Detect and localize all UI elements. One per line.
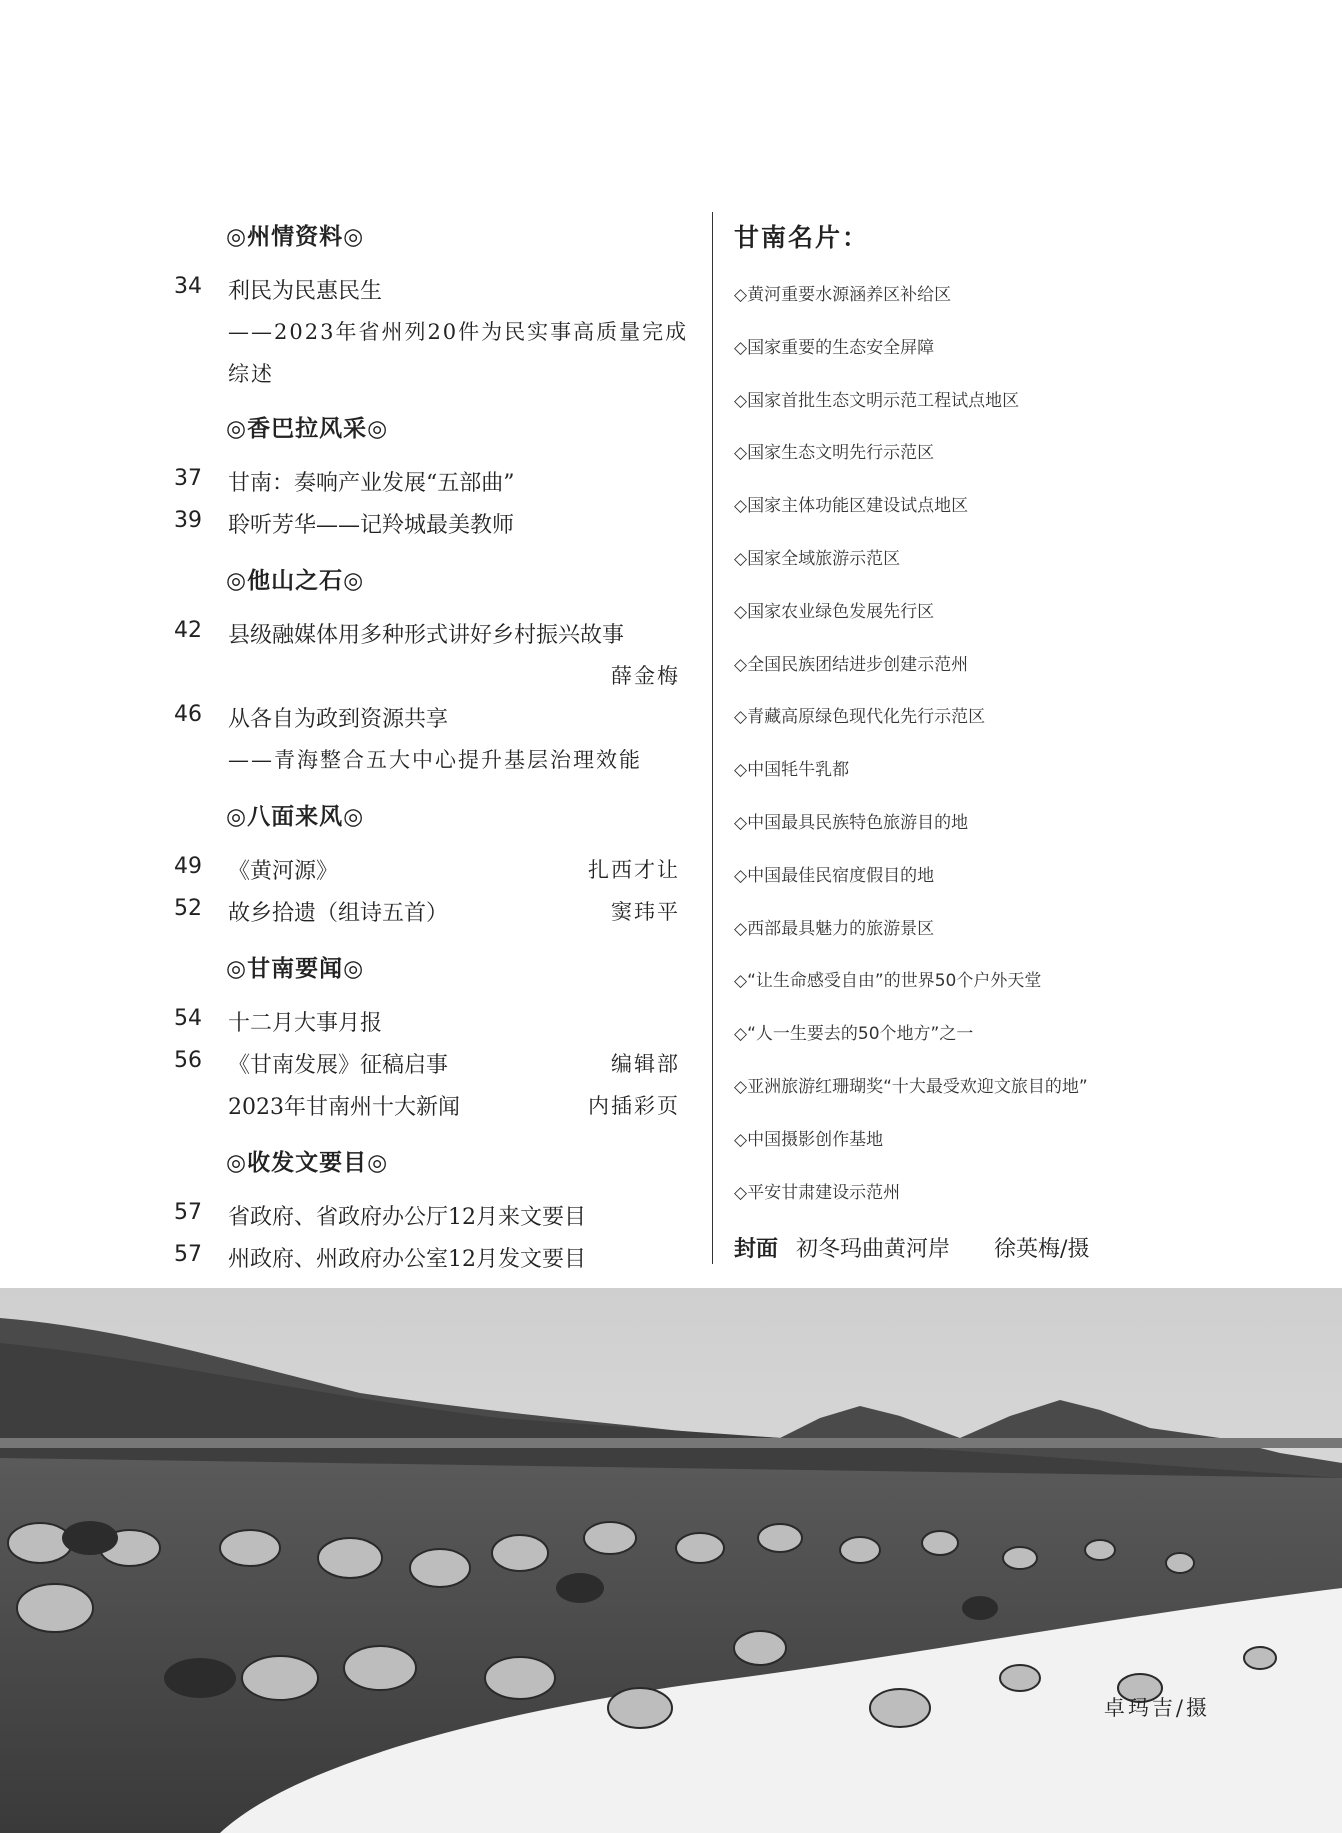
page-number: 42 (174, 618, 202, 643)
cover-caption (734, 1232, 1089, 1263)
landscape-illustration (0, 1288, 1342, 1833)
section-title: ◎香巴拉风采◎ (226, 415, 389, 442)
entry-title: 甘南：奏响产业发展“五部曲” (228, 471, 515, 496)
entry-title: 十二月大事月报 (228, 1011, 383, 1036)
entry-title: 县级融媒体用多种形式讲好乡村振兴故事 (228, 623, 625, 648)
column-divider (712, 212, 713, 1264)
gannan-card-item: ◇亚洲旅游红珊瑚奖“十大最受欢迎文旅目的地” (734, 1077, 1088, 1097)
page-number: 54 (174, 1006, 202, 1031)
section-title: ◎州情资料◎ (226, 223, 365, 250)
page-number: 46 (174, 702, 202, 727)
entry-title: 《甘南发展》征稿启事 (228, 1053, 449, 1078)
entry-title: 从各自为政到资源共享 (228, 707, 449, 732)
sheep-herd-photo (0, 1288, 1342, 1833)
entry-title: 州政府、州政府办公室12月发文要目 (228, 1247, 586, 1272)
gannan-card-item: ◇国家全域旅游示范区 (734, 549, 901, 569)
cover-photographer: 徐英梅/摄 (994, 1237, 1090, 1262)
entry-title: 《黄河源》 (228, 859, 339, 884)
gannan-card-item: ◇全国民族团结进步创建示范州 (734, 654, 969, 675)
entry-subtitle: 综述 (228, 362, 274, 386)
gannan-card-item: ◇平安甘肃建设示范州 (734, 1182, 901, 1203)
gannan-card-item: ◇国家重要的生态安全屏障 (734, 337, 935, 358)
photo-credit: 卓玛吉/摄 (1103, 1696, 1210, 1720)
gannan-card-item: ◇西部最具魅力的旅游景区 (734, 918, 935, 939)
section-title: ◎八面来风◎ (226, 803, 365, 830)
entry-title: 利民为民惠民生 (228, 279, 383, 304)
gannan-card-item: ◇“人一生要去的50个地方”之一 (734, 1024, 974, 1045)
gannan-card-item: ◇中国牦牛乳都 (734, 760, 850, 781)
entry-title: 故乡拾遗（组诗五首） (228, 901, 449, 926)
gannan-card-item: ◇“让生命感受自由”的世界50个户外天堂 (734, 971, 1042, 992)
gannan-card-item: ◇中国摄影创作基地 (734, 1129, 884, 1150)
page-number: 56 (174, 1048, 202, 1073)
gannan-card-item: ◇中国最佳民宿度假目的地 (734, 865, 935, 886)
page-number: 34 (174, 274, 202, 299)
cover-label: 封面 (734, 1237, 779, 1262)
section-title: ◎收发文要目◎ (226, 1149, 389, 1176)
entry-author: 薛金梅 (611, 664, 680, 688)
entry-subtitle: ——青海整合五大中心提升基层治理效能 (228, 748, 642, 772)
page-number: 49 (174, 854, 202, 879)
cover-title: 初冬玛曲黄河岸 (796, 1237, 951, 1262)
gannan-card-item: ◇国家主体功能区建设试点地区 (734, 496, 969, 517)
gannan-card-item: ◇黄河重要水源涵养区补给区 (734, 285, 952, 305)
entry-subtitle: ——2023年省州列20件为民实事高质量完成 (228, 320, 689, 344)
entry-author: 编辑部 (611, 1052, 680, 1076)
gannan-card-item: ◇国家生态文明先行示范区 (734, 443, 935, 464)
gannan-card-item: ◇国家首批生态文明示范工程试点地区 (734, 390, 1020, 411)
entry-author: 扎西才让 (588, 858, 680, 882)
page-number: 37 (174, 466, 202, 491)
section-title: ◎他山之石◎ (226, 567, 365, 594)
gannan-card-heading: 甘南名片： (734, 223, 870, 252)
page-number: 57 (174, 1200, 202, 1225)
entry-title: 2023年甘南州十大新闻 (228, 1095, 460, 1120)
entry-title: 聆听芳华——记羚城最美教师 (228, 513, 515, 538)
entry-author: 窦玮平 (611, 900, 680, 924)
gannan-card-item: ◇中国最具民族特色旅游目的地 (734, 813, 969, 833)
entry-title: 省政府、省政府办公厅12月来文要目 (228, 1205, 586, 1230)
gannan-card-item: ◇国家农业绿色发展先行区 (734, 601, 935, 622)
page-number: 39 (174, 508, 202, 533)
entry-author: 内插彩页 (588, 1094, 680, 1118)
section-title: ◎甘南要闻◎ (226, 955, 365, 982)
gannan-card-item: ◇青藏高原绿色现代化先行示范区 (734, 707, 986, 728)
page-number: 57 (174, 1242, 202, 1267)
page-number: 52 (174, 896, 202, 921)
